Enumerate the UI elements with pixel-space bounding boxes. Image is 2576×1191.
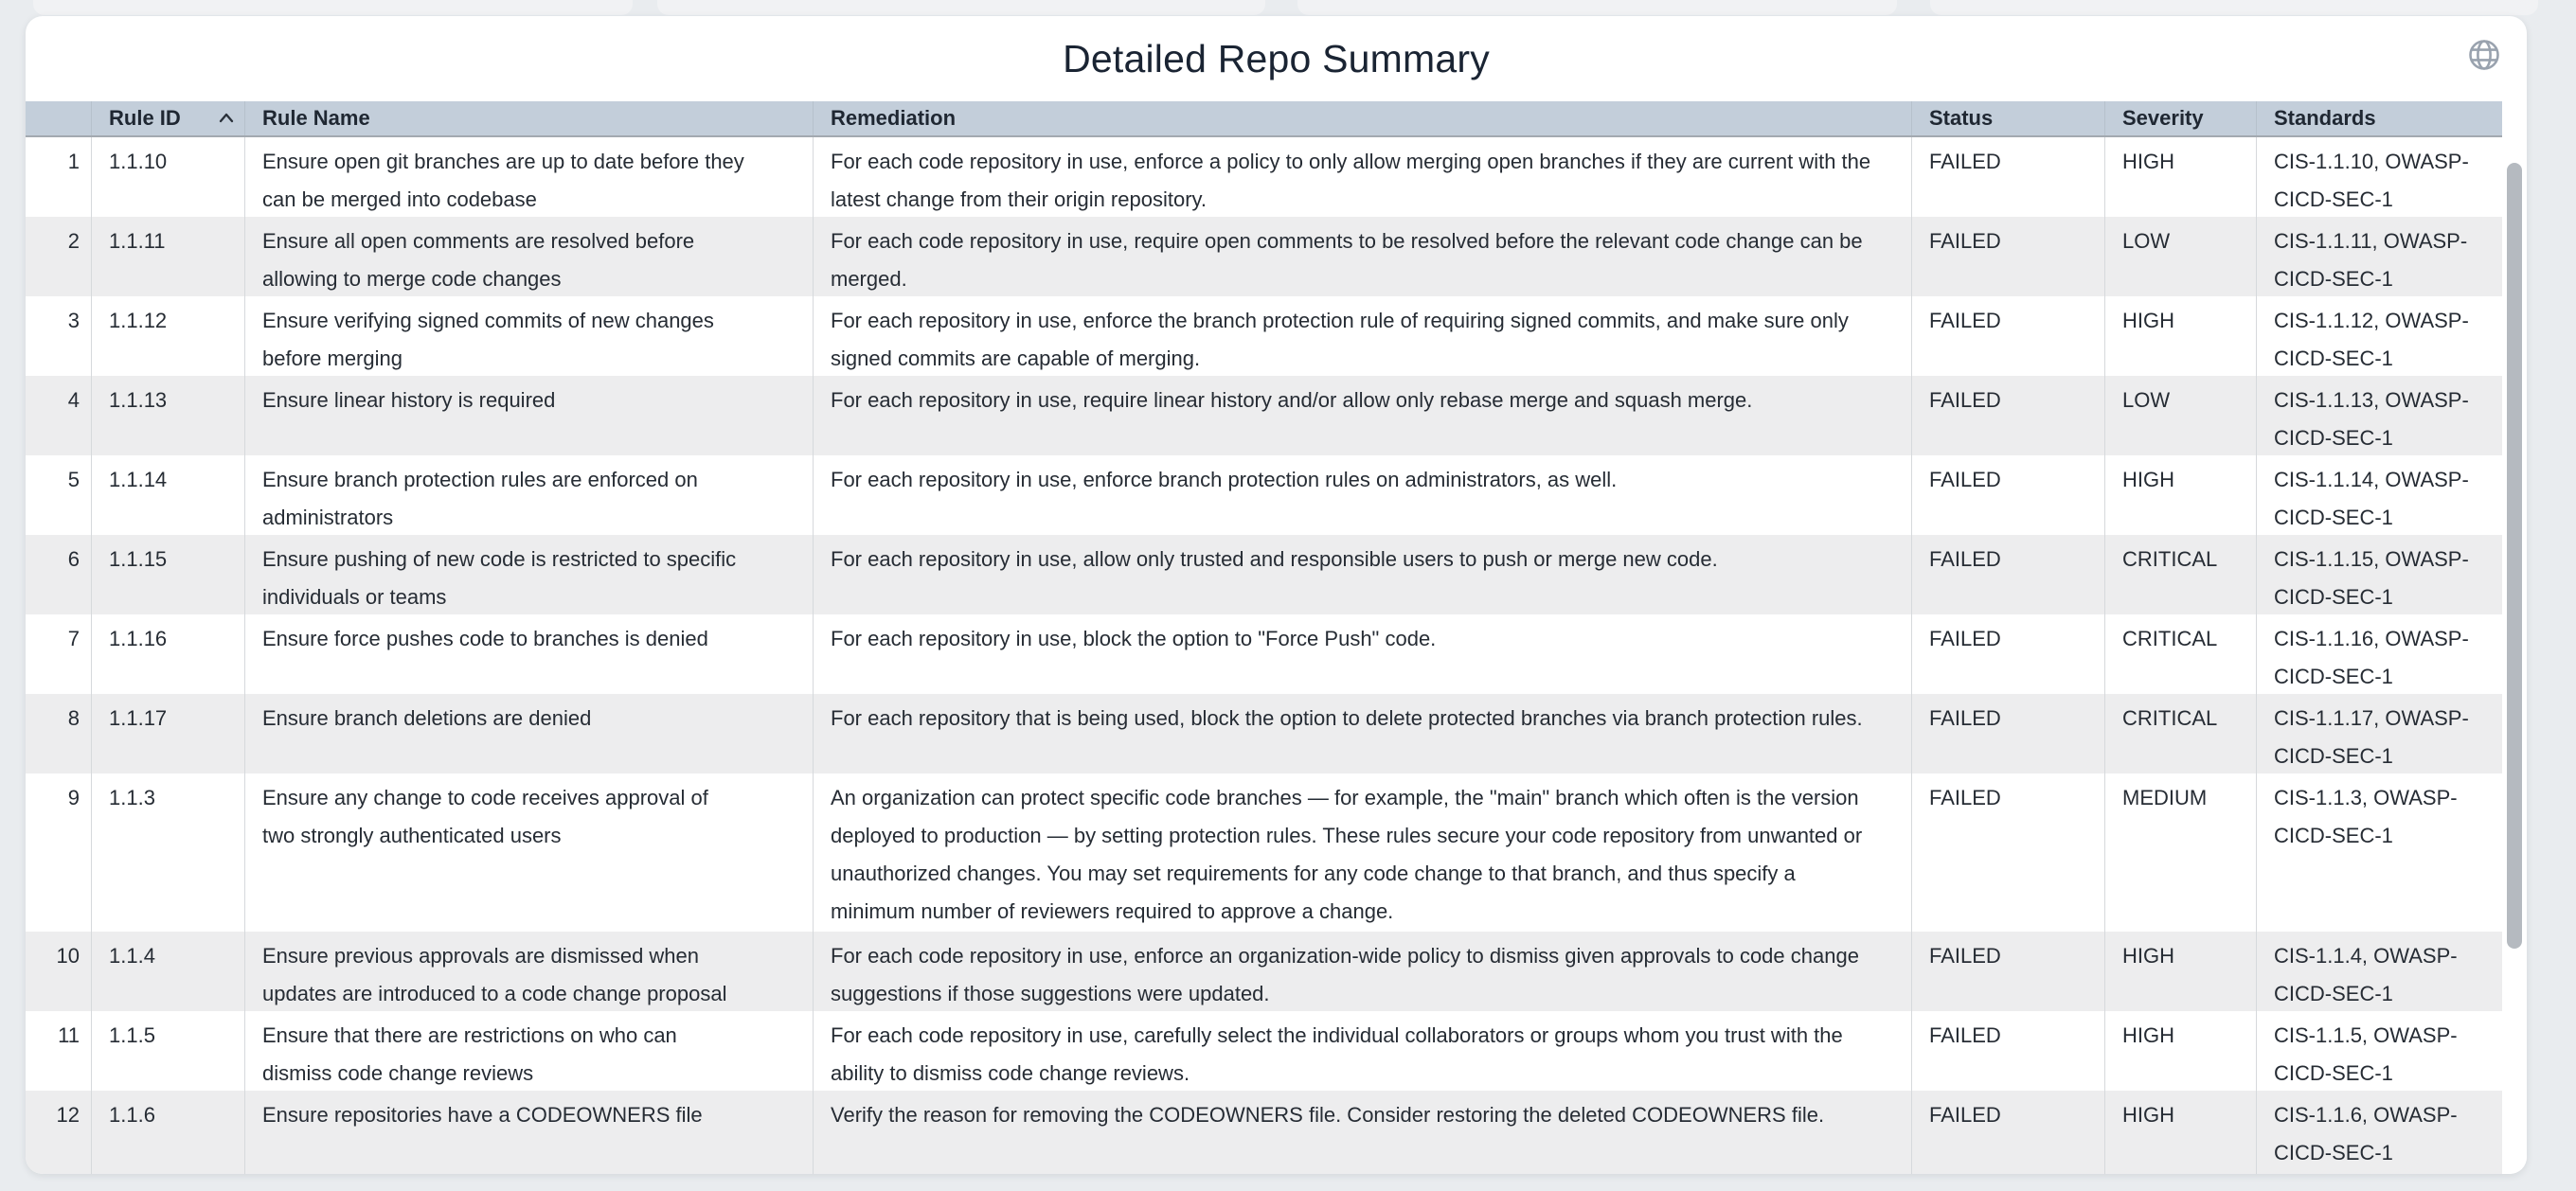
standards-cell: CIS-1.1.11, OWASP-CICD-SEC-1: [2274, 229, 2468, 291]
table-body: [26, 137, 2502, 1174]
standards-cell: CIS-1.1.5, OWASP-CICD-SEC-1: [2274, 1023, 2458, 1085]
standards-cell: CIS-1.1.12, OWASP-CICD-SEC-1: [2274, 309, 2469, 370]
severity-cell: HIGH: [2105, 296, 2257, 376]
globe-icon[interactable]: [2466, 37, 2502, 73]
column-header-status[interactable]: Status: [1912, 101, 2105, 135]
row-index-cell: 7: [26, 614, 92, 694]
table-row: [26, 773, 2502, 932]
remediation-cell: For each repository in use, allow only trusted and responsible users to push or merge new code.: [814, 535, 1912, 614]
rule-id-cell: 1.1.17: [92, 694, 245, 773]
rule-id-cell: 1.1.15: [92, 535, 245, 614]
status-cell: FAILED: [1912, 376, 2105, 455]
background-card-edge: [1930, 0, 2538, 15]
column-header-standards[interactable]: Standards: [2274, 106, 2376, 130]
table-row: [26, 614, 2502, 694]
scrollbar-thumb[interactable]: [2507, 163, 2522, 949]
rule-id-cell: 1.1.14: [92, 455, 245, 535]
severity-cell: LOW: [2105, 376, 2257, 455]
remediation-cell: For each repository in use, enforce branch protection rules on administrators, as well.: [814, 455, 1912, 535]
repo-summary-card: [26, 16, 2527, 1174]
table-row: [26, 694, 2502, 773]
table-row: [26, 376, 2502, 455]
rule-id-cell: 1.1.10: [92, 137, 245, 217]
severity-cell: MEDIUM: [2105, 773, 2257, 932]
remediation-cell: For each code repository in use, require open comments to be resolved before the relevant code change can be merged.: [814, 217, 1912, 296]
rule-name-cell: Ensure verifying signed commits of new changes before merging: [245, 296, 814, 376]
row-index-cell: 5: [26, 455, 92, 535]
rule-name-cell: Ensure any change to code receives approval of two strongly authenticated users: [245, 773, 814, 932]
rule-id-cell: 1.1.4: [92, 932, 245, 1011]
row-index-cell: 12: [26, 1091, 92, 1174]
row-index-cell: 2: [26, 217, 92, 296]
column-header-label: Rule ID: [109, 106, 181, 130]
row-index-cell: 8: [26, 694, 92, 773]
table-row: [26, 137, 2502, 217]
rule-id-cell: 1.1.16: [92, 614, 245, 694]
remediation-cell: For each repository in use, require linear history and/or allow only rebase merge and squash merge.: [814, 376, 1912, 455]
status-cell: FAILED: [1912, 535, 2105, 614]
remediation-cell: For each code repository in use, carefully select the individual collaborators or groups whom you trust with the ability to dismiss code change reviews.: [814, 1011, 1912, 1091]
status-cell: FAILED: [1912, 217, 2105, 296]
column-header-index: [26, 101, 92, 135]
rule-id-cell: 1.1.3: [92, 773, 245, 932]
status-cell: FAILED: [1912, 694, 2105, 773]
remediation-cell: An organization can protect specific code branches — for example, the "main" branch which often is the version deployed to production — by setting protection rules. These rules secure your code repository from unwanted or unauthorized changes. You may set requirements for any code change to that branch, and thus specify a minimum number of reviewers required to approve a change.: [814, 773, 1912, 932]
standards-cell: CIS-1.1.4, OWASP-CICD-SEC-1: [2274, 944, 2458, 1005]
status-cell: FAILED: [1912, 773, 2105, 932]
background-card-edge: [1297, 0, 1897, 15]
remediation-cell: For each code repository in use, enforce a policy to only allow merging open branches if they are current with the latest change from their origin repository.: [814, 137, 1912, 217]
background-card-edge: [657, 0, 1265, 15]
column-header-rule-id[interactable]: [92, 101, 245, 135]
column-header-severity[interactable]: Severity: [2105, 101, 2257, 135]
severity-cell: CRITICAL: [2105, 694, 2257, 773]
rule-id-cell: 1.1.13: [92, 376, 245, 455]
page-title: Detailed Repo Summary: [1063, 37, 1490, 80]
rule-id-cell: 1.1.6: [92, 1091, 245, 1174]
row-index-cell: 10: [26, 932, 92, 1011]
standards-cell: CIS-1.1.15, OWASP-CICD-SEC-1: [2274, 547, 2469, 609]
rule-id-cell: 1.1.12: [92, 296, 245, 376]
rule-name-cell: Ensure pushing of new code is restricted to specific individuals or teams: [245, 535, 814, 614]
table-row: [26, 455, 2502, 535]
chevron-up-icon: [215, 107, 238, 130]
severity-cell: HIGH: [2105, 1091, 2257, 1174]
status-cell: FAILED: [1912, 614, 2105, 694]
card-header: [26, 16, 2527, 101]
table-row: [26, 217, 2502, 296]
rule-name-cell: Ensure previous approvals are dismissed when updates are introduced to a code change proposal: [245, 932, 814, 1011]
row-index-cell: 11: [26, 1011, 92, 1091]
table-row: [26, 932, 2502, 1011]
remediation-cell: Verify the reason for removing the CODEOWNERS file. Consider restoring the deleted CODEOWNERS file.: [814, 1091, 1912, 1174]
rule-id-cell: 1.1.5: [92, 1011, 245, 1091]
severity-cell: CRITICAL: [2105, 614, 2257, 694]
rule-name-cell: Ensure branch deletions are denied: [245, 694, 814, 773]
table-row: [26, 1011, 2502, 1091]
severity-cell: HIGH: [2105, 455, 2257, 535]
severity-cell: HIGH: [2105, 1011, 2257, 1091]
table-row: [26, 296, 2502, 376]
remediation-cell: For each repository in use, block the option to "Force Push" code.: [814, 614, 1912, 694]
rule-name-cell: Ensure linear history is required: [245, 376, 814, 455]
rule-name-cell: Ensure all open comments are resolved before allowing to merge code changes: [245, 217, 814, 296]
column-header-rule-name[interactable]: Rule Name: [245, 101, 814, 135]
row-index-cell: 3: [26, 296, 92, 376]
severity-cell: CRITICAL: [2105, 535, 2257, 614]
rule-id-cell: 1.1.11: [92, 217, 245, 296]
rule-name-cell: Ensure that there are restrictions on who can dismiss code change reviews: [245, 1011, 814, 1091]
remediation-cell: For each repository that is being used, block the option to delete protected branches via branch protection rules.: [814, 694, 1912, 773]
standards-cell: CIS-1.1.17, OWASP-CICD-SEC-1: [2274, 706, 2469, 768]
status-cell: FAILED: [1912, 137, 2105, 217]
severity-cell: HIGH: [2105, 137, 2257, 217]
rule-name-cell: Ensure branch protection rules are enforced on administrators: [245, 455, 814, 535]
severity-cell: HIGH: [2105, 932, 2257, 1011]
rule-name-cell: Ensure open git branches are up to date before they can be merged into codebase: [245, 137, 814, 217]
standards-cell: CIS-1.1.10, OWASP-CICD-SEC-1: [2274, 150, 2469, 211]
table-row: [26, 535, 2502, 614]
rule-name-cell: Ensure repositories have a CODEOWNERS file: [245, 1091, 814, 1174]
background-card-edge: [33, 0, 633, 15]
remediation-cell: For each repository in use, enforce the branch protection rule of requiring signed commits, and make sure only signed commits are capable of merging.: [814, 296, 1912, 376]
status-cell: FAILED: [1912, 1091, 2105, 1174]
standards-cell: CIS-1.1.13, OWASP-CICD-SEC-1: [2274, 388, 2469, 450]
remediation-cell: For each code repository in use, enforce an organization-wide policy to dismiss given approvals to code change suggestions if those suggestions were updated.: [814, 932, 1912, 1011]
row-index-cell: 1: [26, 137, 92, 217]
row-index-cell: 9: [26, 773, 92, 932]
rule-name-cell: Ensure force pushes code to branches is denied: [245, 614, 814, 694]
standards-cell: CIS-1.1.16, OWASP-CICD-SEC-1: [2274, 627, 2469, 688]
row-index-cell: 4: [26, 376, 92, 455]
status-cell: FAILED: [1912, 296, 2105, 376]
status-cell: FAILED: [1912, 455, 2105, 535]
status-cell: FAILED: [1912, 1011, 2105, 1091]
column-header-remediation[interactable]: Remediation: [814, 101, 1912, 135]
table-row: [26, 1091, 2502, 1174]
severity-cell: LOW: [2105, 217, 2257, 296]
table-header-row: [26, 101, 2502, 137]
standards-cell: CIS-1.1.3, OWASP-CICD-SEC-1: [2274, 786, 2458, 847]
standards-cell: CIS-1.1.14, OWASP-CICD-SEC-1: [2274, 468, 2469, 529]
row-index-cell: 6: [26, 535, 92, 614]
standards-cell: CIS-1.1.6, OWASP-CICD-SEC-1: [2274, 1103, 2458, 1164]
status-cell: FAILED: [1912, 932, 2105, 1011]
vertical-scrollbar[interactable]: [2502, 137, 2527, 1174]
